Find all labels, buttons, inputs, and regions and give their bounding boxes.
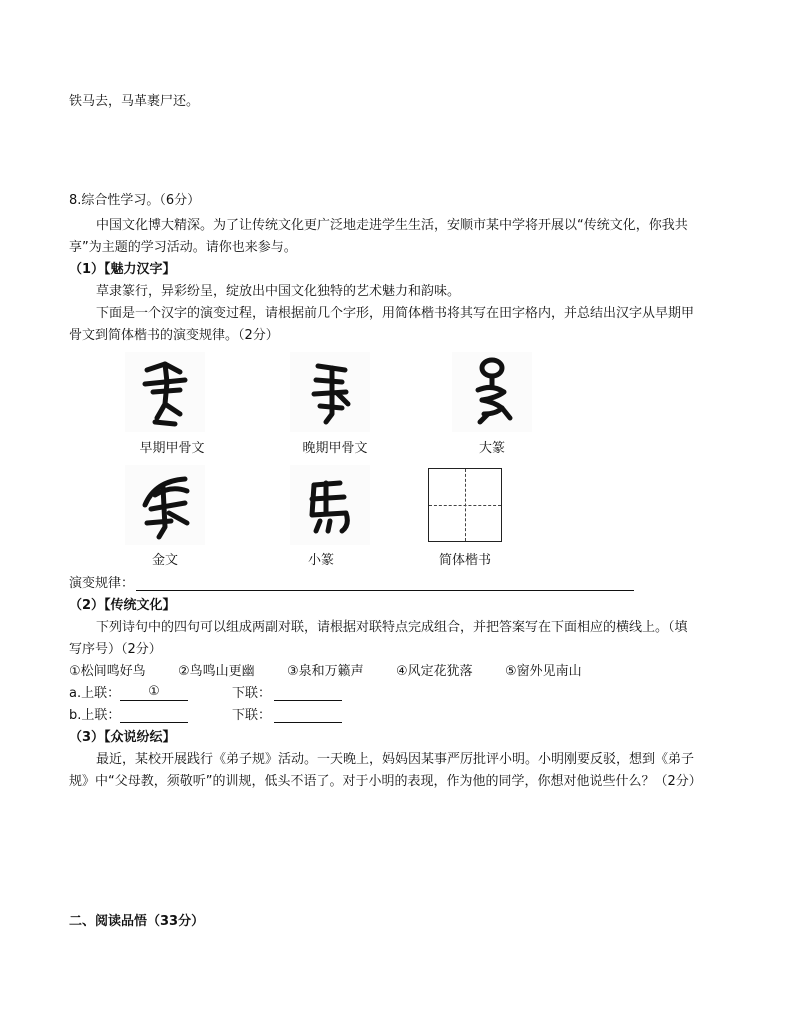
writing-grid-box[interactable] <box>428 468 502 542</box>
row-b-lower-label: 下联： <box>232 708 272 723</box>
part-1-paragraph-2-line-2: 骨文到简体楷书的演变规律。（2分） <box>69 328 279 343</box>
caption-small-seal: 小篆 <box>307 553 334 568</box>
row-a-lower-answer-line[interactable] <box>274 686 342 701</box>
part-3-heading: （3）【众说纷纭】 <box>69 730 176 745</box>
bronze-inscription-glyph <box>125 465 205 545</box>
row-b-upper-answer-line[interactable] <box>120 708 188 723</box>
row-b-upper-label: b.上联： <box>69 708 121 723</box>
row-a-upper-label: a.上联： <box>69 686 121 701</box>
late-oracle-bone-glyph <box>290 352 370 432</box>
option-3: ③泉和万籁声 <box>287 664 364 679</box>
part-2-heading: （2）【传统文化】 <box>69 598 176 613</box>
question-8-title: 8.综合性学习。（6分） <box>69 193 201 208</box>
question-8-intro-line-2: 享”为主题的学习活动。请你也来参与。 <box>69 240 297 255</box>
early-oracle-bone-glyph <box>125 352 205 432</box>
caption-large-seal: 大篆 <box>478 441 505 456</box>
option-4: ④风定花犹落 <box>396 664 473 679</box>
evolution-rule-answer-line[interactable] <box>136 576 634 591</box>
option-5: ⑤窗外见南山 <box>505 664 582 679</box>
part-2-paragraph-line-2: 写序号）（2分） <box>69 642 162 657</box>
evolution-rule-label: 演变规律： <box>69 576 135 591</box>
caption-bronze-inscription: 金文 <box>151 553 178 568</box>
option-2: ②鸟鸣山更幽 <box>178 664 255 679</box>
row-b-lower-answer-line[interactable] <box>274 708 342 723</box>
caption-late-oracle-bone: 晚期甲骨文 <box>302 441 368 456</box>
part-1-heading: （1）【魅力汉字】 <box>69 262 176 277</box>
part-1-paragraph-1: 草隶篆行，异彩纷呈，绽放出中国文化独特的艺术魅力和韵味。 <box>96 284 461 299</box>
row-a-upper-answer: ① <box>148 684 160 699</box>
part-3-paragraph-line-1: 最近，某校开展践行《弟子规》活动。一天晚上，妈妈因某事严厉批评小明。小明刚要反驳，想到《弟子 <box>96 752 695 767</box>
section-2-heading: 二、阅读品悟（33分） <box>69 914 205 929</box>
caption-simplified-regular: 简体楷书 <box>438 553 491 568</box>
previous-poem-line: 铁马去，马革裹尸还。 <box>69 94 200 109</box>
option-1: ①松间鸣好鸟 <box>69 664 146 679</box>
question-8-intro-line-1: 中国文化博大精深。为了让传统文化更广泛地走进学生生活，安顺市某中学将开展以“传统文化，你我共 <box>96 218 688 233</box>
small-seal-glyph <box>290 465 370 545</box>
part-2-paragraph-line-1: 下列诗句中的四句可以组成两副对联，请根据对联特点完成组合，并把答案写在下面相应的横线上。（填 <box>96 620 688 635</box>
part-3-paragraph-line-2: 规》中“父母教，须敬听”的训规，低头不语了。对于小明的表现，作为他的同学，你想对他说些什么？（2分） <box>69 774 702 789</box>
row-a-lower-label: 下联： <box>232 686 272 701</box>
caption-early-oracle-bone: 早期甲骨文 <box>139 441 205 456</box>
large-seal-glyph <box>452 352 532 432</box>
part-1-paragraph-2-line-1: 下面是一个汉字的演变过程，请根据前几个字形，用简体楷书将其写在田字格内，并总结出汉字从早期甲 <box>96 306 695 321</box>
grid-vertical-guide <box>465 469 466 541</box>
